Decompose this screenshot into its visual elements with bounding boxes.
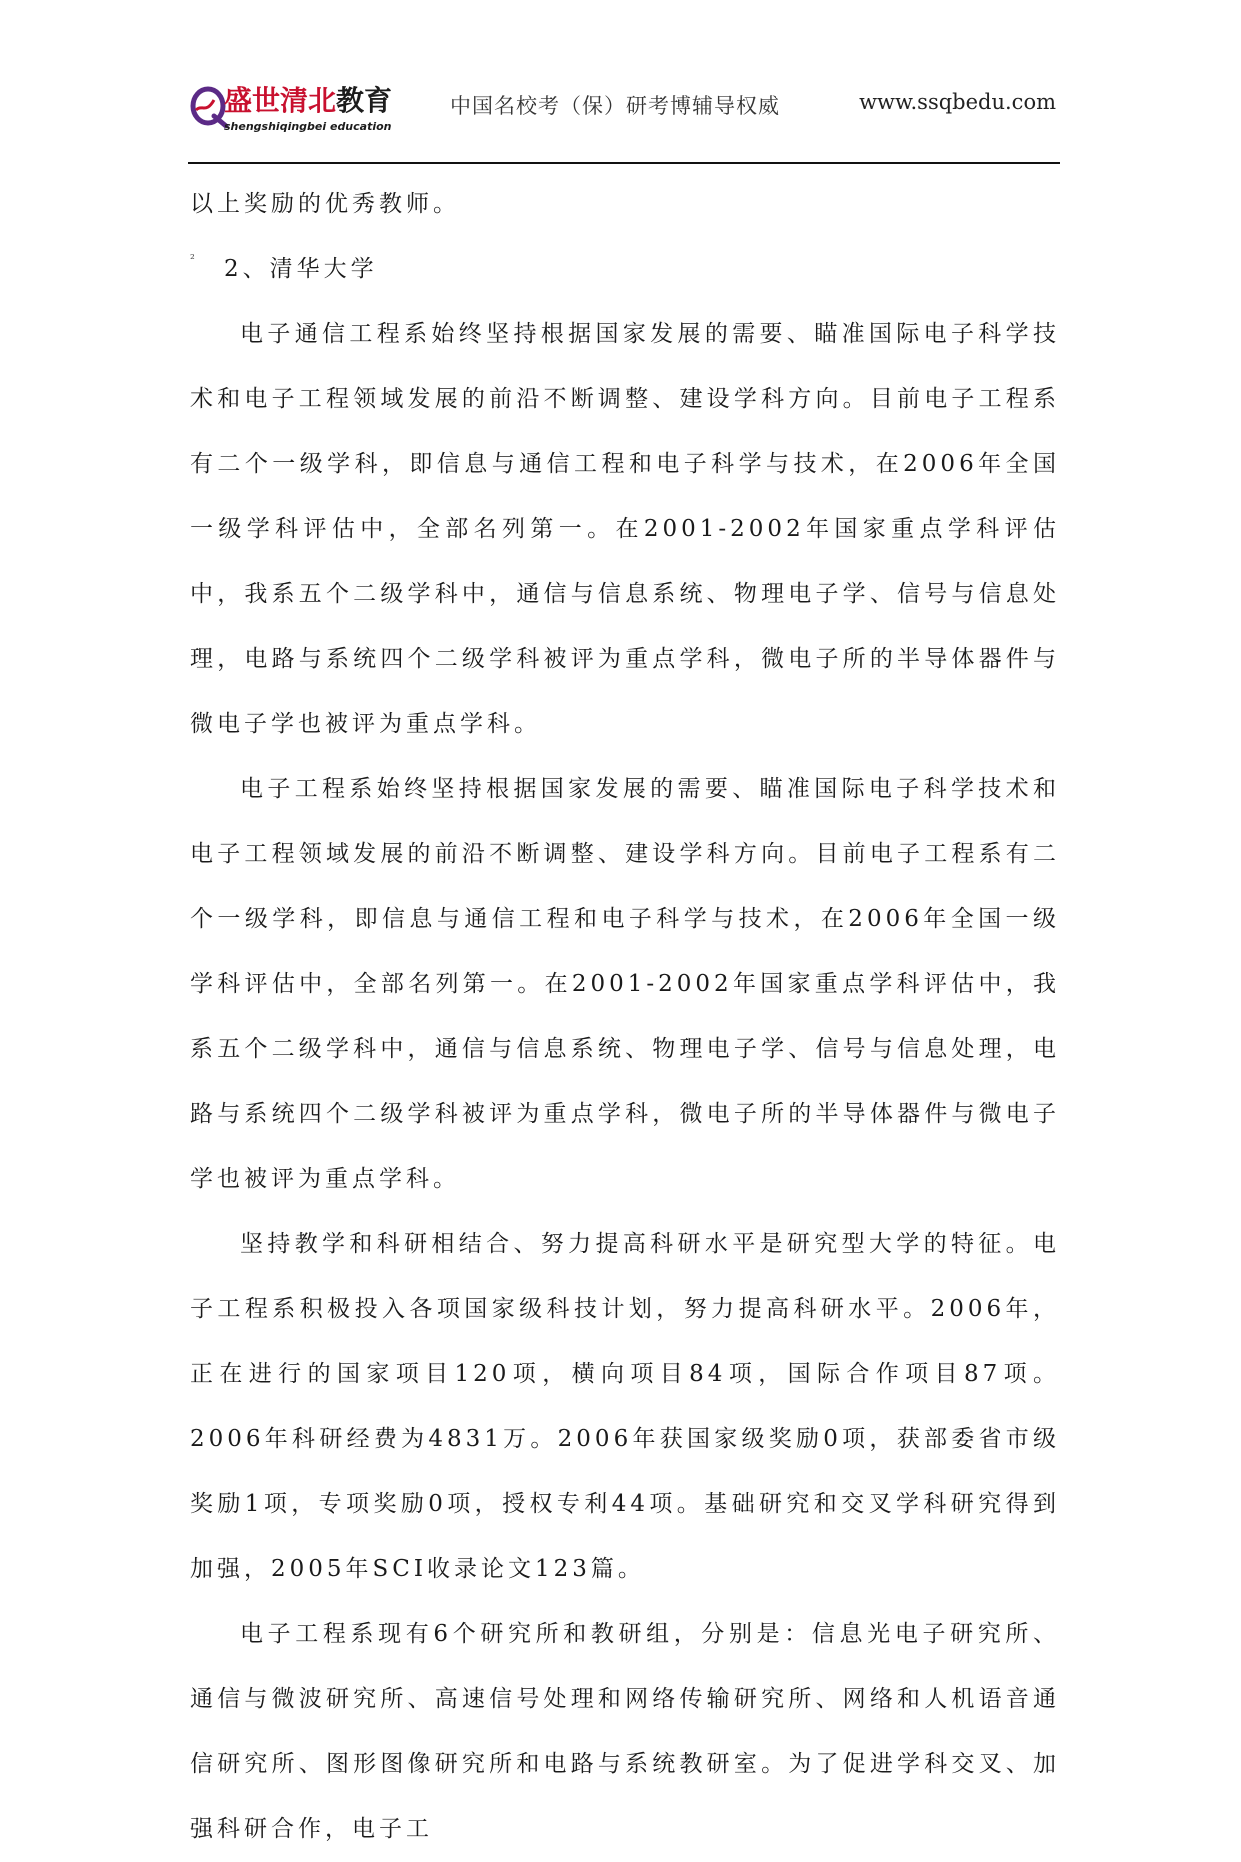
logo-text-part3: 教育 xyxy=(336,84,393,117)
document-body xyxy=(190,172,1060,1862)
section-heading: 2、清华大学 xyxy=(224,256,378,282)
page-header xyxy=(188,78,1060,158)
logo xyxy=(188,78,393,138)
logo-subtitle: shengshiqingbei education xyxy=(224,120,392,133)
header-slogan: 中国名校考（保）研考博辅导权威 xyxy=(450,94,780,118)
logo-wordmark xyxy=(224,84,392,118)
section-heading-row xyxy=(190,237,1060,302)
bullet-mark: ² xyxy=(190,252,199,266)
logo-text-part1: 盛世 xyxy=(224,84,281,117)
intro-tail-text: 以上奖励的优秀教师。 xyxy=(190,191,460,217)
paragraph-1: 电子通信工程系始终坚持根据国家发展的需要、瞄准国际电子科学技术和电子工程领域发展的前沿不断调整、建设学科方向。目前电子工程系有二个一级学科，即信息与通信工程和电子科学与技术，在2006年全国一级学科评估中，全部名列第一。在2001-2002年国家重点学科评估中，我系五个二级学科中，通信与信息系统、物理电子学、信号与信息处理，电路与系统四个二级学科被评为重点学科，微电子所的半导体器件与微电子学也被评为重点学科。 xyxy=(190,321,1060,737)
logo-text-part2: 清北 xyxy=(280,84,337,117)
paragraph-3: 坚持教学和科研相结合、努力提高科研水平是研究型大学的特征。电子工程系积极投入各项国家级科技计划，努力提高科研水平。2006年，正在进行的国家项目120项，横向项目84项，国际合作项目87项。2006年科研经费为4831万。2006年获国家级奖励0项，获部委省市级奖励1项，专项奖励0项，授权专利44项。基础研究和交叉学科研究得到加强，2005年SCI收录论文123篇。 xyxy=(190,1231,1060,1582)
paragraph-4: 电子工程系现有6个研究所和教研组，分别是：信息光电子研究所、通信与微波研究所、高速信号处理和网络传输研究所、网络和人机语音通信研究所、图形图像研究所和电路与系统教研室。为了促进学科交叉、加强科研合作，电子工 xyxy=(190,1621,1060,1842)
paragraph-2: 电子工程系始终坚持根据国家发展的需要、瞄准国际电子科学技术和电子工程领域发展的前沿不断调整、建设学科方向。目前电子工程系有二个一级学科，即信息与通信工程和电子科学与技术，在2006年全国一级学科评估中，全部名列第一。在2001-2002年国家重点学科评估中，我系五个二级学科中，通信与信息系统、物理电子学、信号与信息处理，电路与系统四个二级学科被评为重点学科，微电子所的半导体器件与微电子学也被评为重点学科。 xyxy=(190,776,1060,1192)
header-url: www.ssqbedu.com xyxy=(859,90,1056,114)
header-divider xyxy=(188,162,1060,164)
